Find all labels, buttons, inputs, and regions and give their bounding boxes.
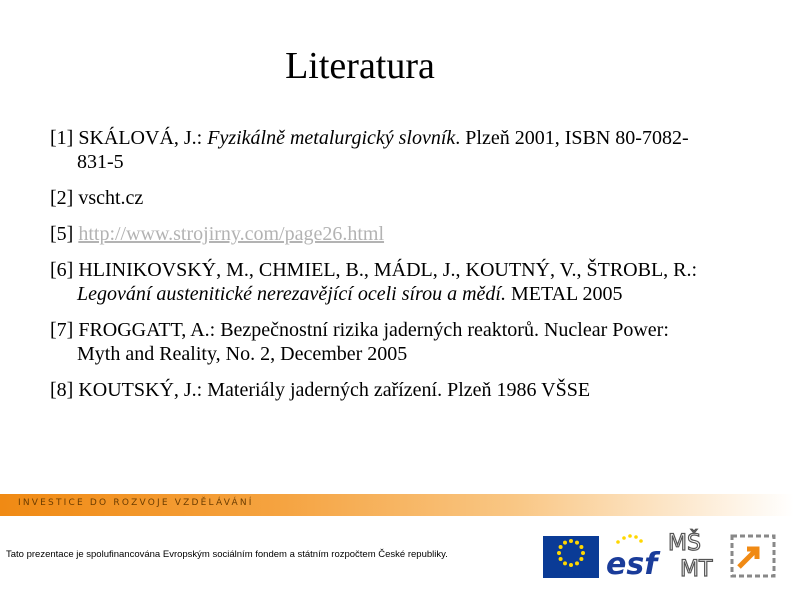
reference-rest: METAL 2005: [510, 283, 623, 305]
reference-author: SKÁLOVÁ, J.:: [78, 127, 203, 149]
footer-band: [0, 494, 794, 516]
reference-1: [50, 126, 700, 174]
reference-number: [5]: [50, 223, 74, 245]
reference-text: FROGGATT, A.: Bezpečnostní rizika jaderných reaktorů. Nuclear Power: Myth and Reality, No. 2, December 2005: [77, 319, 669, 365]
reference-number: [8]: [50, 379, 74, 401]
reference-8: [50, 378, 700, 402]
slide-title: Literatura: [285, 45, 435, 87]
reference-number: [6]: [50, 259, 74, 281]
reference-7: [50, 318, 700, 366]
esf-logo-icon: [604, 532, 662, 580]
reference-text: KOUTSKÝ, J.: Materiály jaderných zařízení. Plzeň 1986 VŠSE: [78, 379, 591, 401]
reference-number: [2]: [50, 187, 74, 209]
reference-list: [50, 126, 700, 414]
msmt-logo-top: MŠ: [668, 531, 701, 556]
arrow-logo-icon: [729, 533, 777, 579]
footer-band-text: INVESTICE DO ROZVOJE VZDĚLÁVÁNÍ: [18, 498, 254, 508]
reference-author: HLINIKOVSKÝ, M., CHMIEL, B., MÁDL, J., KOUTNÝ, V., ŠTROBL, R.:: [78, 259, 698, 281]
funding-text: Tato prezentace je spolufinancována Evropským sociálním fondem a státním rozpočtem České republiky.: [6, 549, 448, 560]
reference-2: [50, 186, 700, 210]
reference-number: [7]: [50, 319, 74, 341]
reference-5: [50, 222, 700, 246]
reference-6: [50, 258, 700, 306]
eu-caption: EVROPSKÁ UNIE: [551, 571, 593, 577]
esf-logo-text: esf: [606, 547, 658, 580]
reference-text: vscht.cz: [78, 187, 144, 209]
reference-rest: . Plzeň 2001, ISBN 80-7082-831-5: [77, 127, 689, 173]
reference-link[interactable]: http://www.strojirny.com/page26.html: [78, 223, 385, 245]
reference-number: [1]: [50, 127, 74, 149]
reference-title: Legování austenitické nerezavějící oceli sírou a mědí.: [77, 283, 506, 305]
msmt-logo-icon: [666, 526, 726, 582]
reference-title: Fyzikálně metalurgický slovník: [207, 127, 456, 149]
msmt-logo-bottom: MT: [680, 557, 713, 582]
